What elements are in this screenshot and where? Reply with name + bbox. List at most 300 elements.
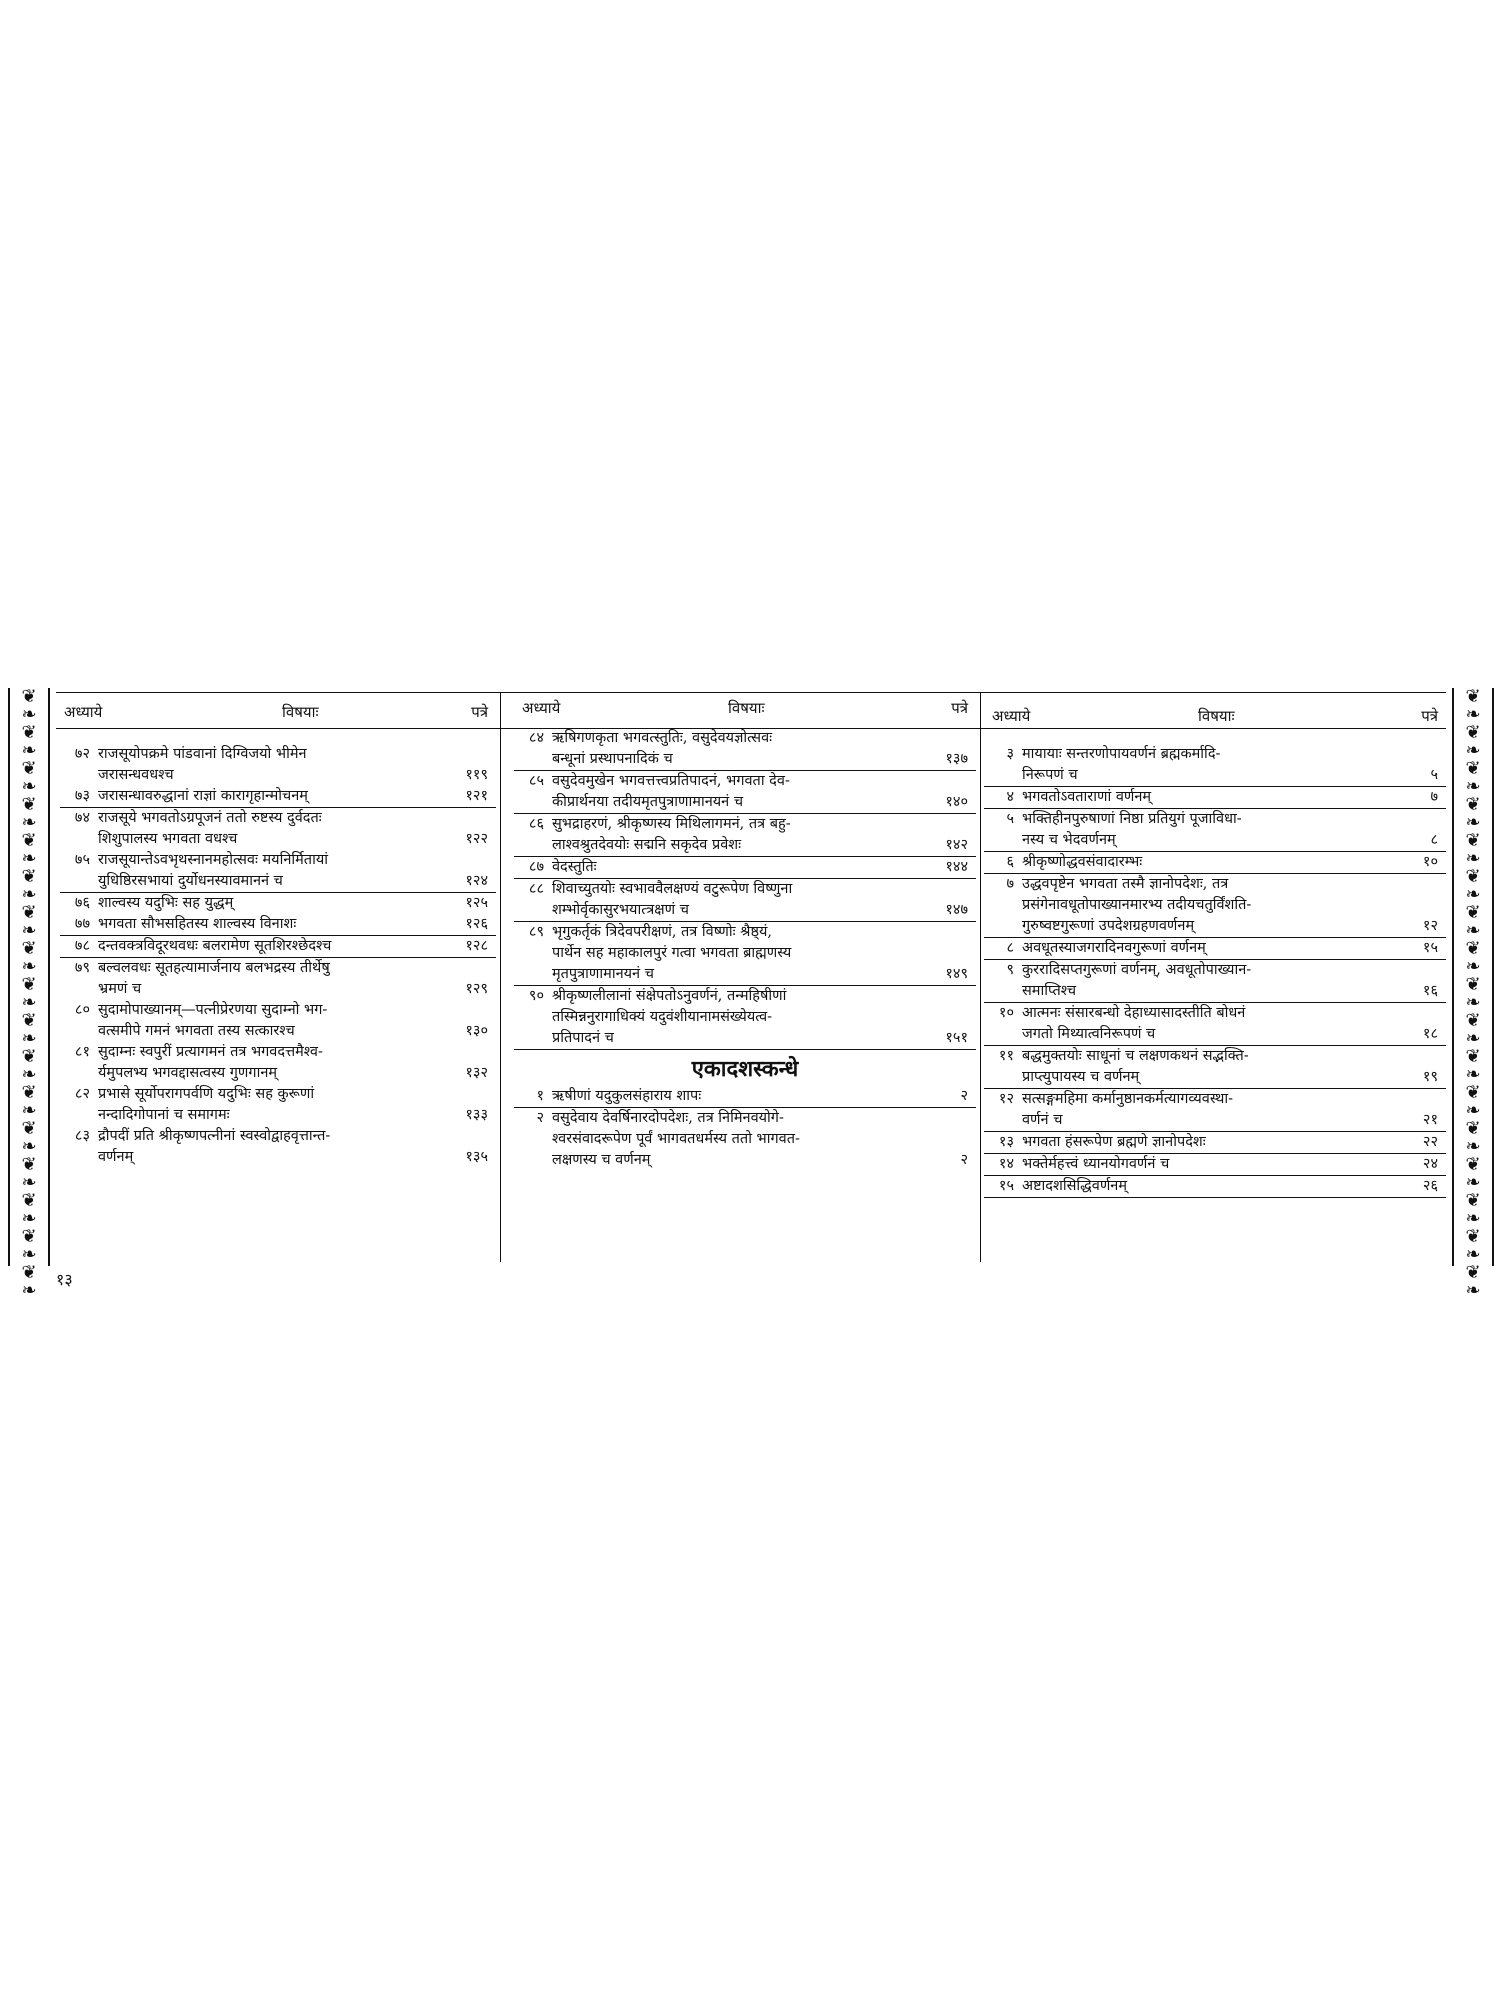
entry-text: वर्णनं च	[1022, 1112, 1063, 1128]
toc-entries	[984, 744, 1446, 1198]
entry-text: पार्थेन सह महाकालपुरं गत्वा भगवता ब्राह्मणस्य	[552, 945, 792, 961]
entry-line	[60, 936, 496, 957]
entry-line	[984, 1067, 1446, 1088]
entry-text: शिशुपालस्य भगवता वधश्च	[98, 831, 238, 847]
entry-text: जरासन्धावरुद्धानां राज्ञां कारागृहान्मोचनम्	[98, 788, 308, 804]
entry-text: अवधूतस्याजगरादिनवगुरूणां वर्णनम्	[1022, 940, 1206, 956]
entry-line	[514, 1129, 976, 1150]
toc-entry	[984, 787, 1446, 809]
entry-line	[514, 814, 976, 835]
vishaya-header: विषयाः	[728, 699, 765, 717]
page-ref: २१	[1422, 1112, 1438, 1128]
toc-entry	[60, 744, 496, 786]
ornament-glyph: ❧	[21, 740, 37, 761]
toc-entry	[514, 857, 976, 879]
entry-text: राजसूयोपक्रमे पांडवानां दिग्विजयो भीमेन	[98, 746, 307, 762]
page-ref: १४२	[945, 837, 968, 853]
toc-entry	[60, 808, 496, 850]
entry-text: समाप्तिश्च	[1022, 983, 1077, 999]
ornament-glyph: ❦	[1465, 686, 1481, 707]
ornament-glyph: ❧	[1465, 776, 1481, 797]
entry-line	[984, 830, 1446, 851]
ornament-glyph: ❦	[1465, 830, 1481, 851]
entry-line	[984, 809, 1446, 830]
entry-line	[60, 914, 496, 935]
entry-line	[514, 728, 976, 749]
toc-entry	[60, 1084, 496, 1126]
ornament-glyph: ❦	[1465, 1262, 1481, 1283]
page-ref: १४७	[945, 902, 968, 918]
page-ref: २	[960, 1152, 968, 1168]
column-header	[984, 694, 1446, 726]
entry-line	[60, 1000, 496, 1021]
toc-entry	[60, 958, 496, 1000]
page-ref: १५१	[945, 1030, 968, 1046]
entry-line	[60, 979, 496, 1000]
chapter-number: ७२	[74, 746, 90, 762]
entry-text: वसुदेवमुखेन भगवत्तत्त्वप्रतिपादनं, भगवता देव-	[552, 773, 790, 789]
entry-text: प्रसंगेनावधूतोपाख्यानमारभ्य तदीयचतुर्विंशति-	[1022, 897, 1252, 913]
entry-line	[514, 1108, 976, 1129]
entry-line	[984, 765, 1446, 786]
entry-line	[514, 879, 976, 900]
ornament-glyph: ❦	[21, 1118, 37, 1139]
page-ref: १४४	[945, 859, 968, 875]
entry-line	[514, 792, 976, 813]
chapter-number: ७७	[74, 916, 90, 932]
ornament-glyph: ❦	[21, 794, 37, 815]
ornament-glyph: ❧	[1465, 1172, 1481, 1193]
chapter-number: ८४	[528, 730, 544, 746]
ornament-glyph: ❧	[1465, 1100, 1481, 1121]
toc-entry	[984, 1132, 1446, 1154]
ornament-glyph: ❦	[1465, 1154, 1481, 1175]
entry-line	[984, 1046, 1446, 1067]
ornament-glyph: ❧	[21, 1208, 37, 1229]
ornament-glyph: ❦	[21, 722, 37, 743]
chapter-number: ७९	[74, 960, 90, 976]
vishaya-header: विषयाः	[1198, 707, 1235, 725]
entry-line	[984, 852, 1446, 873]
toc-entry	[60, 1042, 496, 1084]
entry-text: भक्तेर्महत्त्वं ध्यानयोगवर्णनं च	[1022, 1156, 1170, 1172]
entry-text: शिवाच्युतयोः स्वभाववैलक्षण्यं वटुरूपेण विष्णुना	[552, 881, 793, 897]
page-ref: ७	[1430, 789, 1438, 805]
chapter-number: १५	[998, 1178, 1014, 1194]
entry-text: भगवता हंसरूपेण ब्रह्मणे ज्ञानोपदेशः	[1022, 1134, 1206, 1150]
entry-text: श्वरसंवादरूपेण पूर्वं भागवतधर्मस्य ततो भागवत-	[552, 1131, 800, 1147]
entry-line	[514, 922, 976, 943]
entry-text: बल्वलवधः सूतहत्यामार्जनाय बलभद्रस्य तीर्थेषु	[98, 960, 330, 976]
ornament-glyph: ❧	[21, 776, 37, 797]
entry-text: बद्धमुक्तयोः साधूनां च लक्षणकथनं सद्भक्ति-	[1022, 1048, 1249, 1064]
page-ref: १३५	[465, 1149, 488, 1165]
adhyaya-header: अध्याये	[64, 703, 103, 721]
entry-line	[60, 1105, 496, 1126]
vishaya-header: विषयाः	[282, 703, 319, 721]
entry-text: राजसूये भगवतोऽग्रपूजनं ततो रुष्टस्य दुर्वदतः	[98, 810, 322, 826]
chapter-number: ७८	[74, 938, 90, 954]
ornament-glyph: ❧	[21, 848, 37, 869]
entry-text: वेदस्तुतिः	[552, 859, 597, 875]
entry-line	[514, 1007, 976, 1028]
ornament-glyph: ❦	[1465, 902, 1481, 923]
ornament-glyph: ❧	[1465, 992, 1481, 1013]
entry-line	[984, 1089, 1446, 1110]
toc-entry	[514, 986, 976, 1050]
toc-entry	[984, 874, 1446, 938]
entry-line	[514, 1028, 976, 1049]
entry-text: प्रभासे सूर्योपरागपर्वणि यदुभिः सह कुरूणां	[98, 1086, 315, 1102]
toc-entry	[514, 728, 976, 771]
ornament-glyph: ❦	[1465, 1082, 1481, 1103]
entry-text: र्यमुपलभ्य भगवद्दासत्वस्य गुणगानम्	[98, 1065, 278, 1081]
entry-line	[984, 895, 1446, 916]
ornament-glyph: ❦	[1465, 758, 1481, 779]
chapter-number: ८३	[74, 1128, 90, 1144]
chapter-number: ६	[1006, 854, 1014, 870]
toc-entry	[60, 893, 496, 914]
ornament-glyph: ❦	[1465, 722, 1481, 743]
entry-line	[984, 1024, 1446, 1045]
left-ornamental-border	[8, 686, 50, 1301]
page-ref: १४९	[945, 966, 968, 982]
page-ref: २	[960, 1088, 968, 1104]
entry-text: सत्सङ्गमहिमा कर्मानुष्ठानकर्मत्यागव्यवस्था-	[1022, 1091, 1234, 1107]
entry-text: श्रीकृष्णलीलानां संक्षेपतोऽनुवर्णनं, तन्महिषीणां	[552, 988, 787, 1004]
entry-text: युधिष्ठिरसभायां दुर्योधनस्यावमाननं च	[98, 873, 283, 889]
ornament-glyph: ❧	[21, 1136, 37, 1157]
entry-text: कुररादिसप्तगुरूणां वर्णनम्, अवधूतोपाख्यान-	[1022, 962, 1252, 978]
entry-text: ऋषीणां यदुकुलसंहाराय शापः	[552, 1088, 702, 1104]
entry-text: मृतपुत्राणामानयनं च	[552, 966, 654, 982]
entry-text: उद्धवपृष्टेन भगवता तस्मै ज्ञानोपदेशः, तत्र	[1022, 876, 1229, 892]
entry-text: लक्षणस्य च वर्णनम्	[552, 1152, 651, 1168]
ornament-glyph: ❧	[1465, 956, 1481, 977]
entry-line	[514, 1086, 976, 1107]
ornament-glyph: ❦	[1465, 938, 1481, 959]
patra-header: पत्रे	[471, 703, 488, 721]
entry-text: ऋषिगणकृता भगवत्स्तुतिः, वसुदेवयज्ञोत्सवः	[552, 730, 773, 746]
entry-text: भगवता सौभसहितस्य शाल्वस्य विनाशः	[98, 916, 297, 932]
entry-line	[514, 771, 976, 792]
ornament-glyph: ❧	[21, 956, 37, 977]
page-ref: १६	[1422, 983, 1438, 999]
toc-entry	[60, 936, 496, 958]
page-ref: १२	[1422, 918, 1438, 934]
entry-line	[60, 1147, 496, 1168]
entry-text: प्राप्त्युपायस्य च वर्णनम्	[1022, 1069, 1140, 1085]
chapter-number: ८६	[528, 816, 544, 832]
toc-entry	[984, 938, 1446, 960]
page-ref: ८	[1430, 832, 1438, 848]
ornament-glyph: ❦	[21, 830, 37, 851]
chapter-number: २	[536, 1110, 544, 1126]
page-ref: १२५	[465, 895, 488, 911]
entry-line	[514, 749, 976, 770]
entry-line	[514, 900, 976, 921]
entry-text: शाल्वस्य यदुभिः सह युद्धम्	[98, 895, 234, 911]
toc-entry	[514, 1108, 976, 1171]
ornament-glyph: ❦	[1465, 974, 1481, 995]
page-ref: १५	[1422, 940, 1438, 956]
entry-line	[60, 829, 496, 850]
ornament-glyph: ❧	[1465, 920, 1481, 941]
ornament-glyph: ❦	[1465, 1010, 1481, 1031]
chapter-number: १३	[998, 1134, 1014, 1150]
chapter-number: ४	[1006, 789, 1014, 805]
toc-entry	[514, 814, 976, 857]
ornament-glyph: ❦	[1465, 1118, 1481, 1139]
entry-line	[514, 835, 976, 856]
page-ref: १२९	[465, 981, 488, 997]
chapter-number: ८५	[528, 773, 544, 789]
ornament-glyph: ❦	[21, 1010, 37, 1031]
entry-line	[60, 850, 496, 871]
column-divider-1	[500, 692, 501, 1262]
chapter-number: ८१	[74, 1044, 90, 1060]
chapter-number: ७३	[74, 788, 90, 804]
patra-header: पत्रे	[1421, 707, 1438, 725]
chapter-number: ७	[1006, 876, 1014, 892]
ornament-glyph: ❧	[21, 1280, 37, 1301]
entry-text: भ्रमणं च	[98, 981, 142, 997]
ornament-glyph: ❦	[21, 1226, 37, 1247]
chapter-number: ७६	[74, 895, 90, 911]
entry-line	[984, 874, 1446, 895]
toc-entry	[514, 879, 976, 922]
ornament-glyph: ❧	[21, 1100, 37, 1121]
page-ref: ११९	[465, 767, 488, 783]
entry-text: प्रतिपादनं च	[552, 1030, 614, 1046]
ornament-glyph: ❦	[1465, 1226, 1481, 1247]
entry-text: दन्तवक्त्रविदूरथवधः बलरामेण सूतशिरश्छेदश्च	[98, 938, 332, 954]
toc-entry	[984, 960, 1446, 1003]
ornament-glyph: ❧	[21, 812, 37, 833]
entry-line	[60, 1063, 496, 1084]
entry-line	[60, 744, 496, 765]
page-ref: १९	[1422, 1069, 1438, 1085]
entry-line	[514, 1150, 976, 1171]
page-ref: ५	[1430, 767, 1438, 783]
chapter-number: ७५	[74, 852, 90, 868]
ornament-glyph: ❧	[1465, 1028, 1481, 1049]
toc-entry	[514, 922, 976, 986]
ornament-glyph: ❧	[21, 1064, 37, 1085]
entry-text: वर्णनम्	[98, 1149, 134, 1165]
entry-line	[984, 938, 1446, 959]
entry-text: तस्मिन्ननुरागाधिक्यं यदुवंशीयानामसंख्येयत्व-	[552, 1009, 773, 1025]
page-ref: १३२	[465, 1065, 488, 1081]
ornament-glyph: ❦	[21, 866, 37, 887]
entry-text: आत्मनः संसारबन्धो देहाध्यासादस्तीति बोधनं	[1022, 1005, 1246, 1021]
toc-entry	[984, 852, 1446, 874]
entry-line	[514, 857, 976, 878]
chapter-number: १	[536, 1088, 544, 1104]
entry-line	[60, 786, 496, 807]
page-number: १३	[56, 1270, 73, 1289]
entry-line	[60, 871, 496, 892]
page-ref: १२८	[465, 938, 488, 954]
page-ref: २४	[1422, 1156, 1438, 1172]
chapter-number: ८	[1006, 940, 1014, 956]
toc-entry	[984, 809, 1446, 852]
ornament-glyph: ❧	[1465, 704, 1481, 725]
entry-text: भगवतोऽवताराणां वर्णनम्	[1022, 789, 1152, 805]
entry-line	[60, 765, 496, 786]
page-ref: १०	[1422, 854, 1438, 870]
page-ref: १२४	[465, 873, 488, 889]
entry-line	[984, 981, 1446, 1002]
ornament-glyph: ❧	[21, 1244, 37, 1265]
toc-entry	[984, 1003, 1446, 1046]
toc-entry	[60, 786, 496, 808]
adhyaya-header: अध्याये	[522, 699, 561, 717]
page-ref: २६	[1422, 1178, 1438, 1194]
entry-text: भृगुकर्तृकं त्रिदेवपरीक्षणं, तत्र विष्णोः श्रैष्ठ्यं,	[552, 924, 773, 940]
entry-line	[60, 1021, 496, 1042]
ornament-glyph: ❧	[1465, 884, 1481, 905]
ornament-glyph: ❦	[1465, 1046, 1481, 1067]
entry-text: श्रीकृष्णोद्धवसंवादारम्भः	[1022, 854, 1143, 870]
entry-text: सुदामोपाख्यानम्—पत्नीप्रेरणया सुदाम्नो भग-	[98, 1002, 328, 1018]
toc-entry	[514, 771, 976, 814]
ornament-glyph: ❧	[1465, 1064, 1481, 1085]
page-ref: १४०	[945, 794, 968, 810]
entry-text: गुरुष्वष्टगुरूणां उपदेशग्रहणवर्णनम्	[1022, 918, 1195, 934]
entry-line	[984, 1154, 1446, 1175]
section-title: एकादशस्कन्धे	[691, 1056, 799, 1082]
ornament-glyph: ❦	[21, 1046, 37, 1067]
entry-text: द्रौपदीं प्रति श्रीकृष्णपत्नीनां स्वस्वोद्वाहवृत्तान्त-	[98, 1128, 331, 1144]
entry-text: नन्दादिगोपानां च समागमः	[98, 1107, 230, 1123]
chapter-number: ८०	[74, 1002, 90, 1018]
entry-text: कीप्रार्थनया तदीयमृतपुत्राणामानयनं च	[552, 794, 744, 810]
toc-entry	[984, 1046, 1446, 1089]
adhyaya-header: अध्याये	[992, 707, 1031, 725]
entry-text: वत्समीपे गमनं भगवता तस्य सत्कारश्च	[98, 1023, 295, 1039]
ornament-glyph: ❦	[21, 902, 37, 923]
page-ref: १३७	[945, 751, 968, 767]
toc-entry	[60, 850, 496, 893]
entry-line	[60, 958, 496, 979]
page-ref: २२	[1422, 1134, 1438, 1150]
ornament-glyph: ❦	[21, 974, 37, 995]
page-ref: १३०	[465, 1023, 488, 1039]
toc-entry	[60, 914, 496, 936]
ornament-glyph: ❦	[1465, 866, 1481, 887]
entry-line	[984, 744, 1446, 765]
page-ref: १२१	[465, 788, 488, 804]
entry-line	[60, 1084, 496, 1105]
column-divider-2	[980, 692, 981, 1262]
chapter-number: १४	[998, 1156, 1014, 1172]
ornament-glyph: ❧	[21, 1028, 37, 1049]
patra-header: पत्रे	[951, 699, 968, 717]
entry-line	[514, 964, 976, 985]
entry-line	[984, 1132, 1446, 1153]
toc-entry	[60, 1126, 496, 1168]
entry-line	[60, 808, 496, 829]
entry-text: सुदाम्नः स्वपुरीं प्रत्यागमनं तत्र भगवदत्तमैश्व-	[98, 1044, 323, 1060]
entry-line	[514, 943, 976, 964]
entry-text: नस्य च भेदवर्णनम्	[1022, 832, 1116, 848]
toc-entries	[60, 744, 496, 1168]
entry-line	[984, 1110, 1446, 1131]
entry-text: मायायाः सन्तरणोपायवर्णनं ब्रह्मकर्मादि-	[1022, 746, 1221, 762]
entry-text: शम्भोर्वृकासुरभयात्त्रक्षणं च	[552, 902, 689, 918]
toc-entry	[984, 744, 1446, 787]
ornament-right	[1454, 686, 1492, 1301]
chapter-number: ८८	[528, 881, 544, 897]
ornament-glyph: ❧	[1465, 1136, 1481, 1157]
ornament-glyph: ❧	[21, 704, 37, 725]
entry-text: जरासन्धवधश्च	[98, 767, 174, 783]
entry-text: वसुदेवाय देवर्षिनारदोपदेशः, तत्र निमिनवयोगे-	[552, 1110, 784, 1126]
entry-text: राजसूयान्तेऽवभृथस्नानमहोत्सवः मयनिर्मितायां	[98, 852, 328, 868]
toc-entry	[514, 1086, 976, 1108]
ornament-left	[10, 686, 48, 1301]
table-top-rule	[56, 692, 1446, 693]
entry-text: लाश्वश्रुतदेवयोः सद्मनि सकृदेव प्रवेशः	[552, 837, 742, 853]
entry-text: बन्धूनां प्रस्थापनादिकं च	[552, 751, 673, 767]
ornament-glyph: ❦	[21, 686, 37, 707]
ornament-glyph: ❧	[1465, 1244, 1481, 1265]
ornament-glyph: ❧	[21, 920, 37, 941]
column-header	[60, 694, 496, 726]
entry-line	[60, 1126, 496, 1147]
page-ref: १२२	[465, 831, 488, 847]
chapter-number: ८२	[74, 1086, 90, 1102]
chapter-number: १०	[998, 1005, 1014, 1021]
ornament-glyph: ❦	[21, 1154, 37, 1175]
entry-line	[60, 1042, 496, 1063]
entry-line	[984, 787, 1446, 808]
chapter-number: ८९	[528, 924, 544, 940]
chapter-number: ११	[998, 1048, 1014, 1064]
chapter-number: ५	[1006, 811, 1014, 827]
entry-text: अष्टादशसिद्धिवर्णनम्	[1022, 1178, 1128, 1194]
chapter-number: १२	[998, 1091, 1014, 1107]
chapter-number: ९०	[528, 988, 544, 1004]
page-ref: १८	[1422, 1026, 1438, 1042]
entry-line	[984, 1003, 1446, 1024]
entry-line	[514, 986, 976, 1007]
toc-entry	[984, 1154, 1446, 1176]
chapter-number: ९	[1006, 962, 1014, 978]
entry-text: जगतो मिथ्यात्वनिरूपणं च	[1022, 1026, 1156, 1042]
ornament-glyph: ❦	[21, 938, 37, 959]
toc-entries	[514, 728, 976, 1171]
entry-line	[60, 893, 496, 914]
ornament-glyph: ❧	[1465, 812, 1481, 833]
entry-line	[984, 916, 1446, 937]
entry-text: सुभद्राहरणं, श्रीकृष्णस्य मिथिलागमनं, तत्र बहु-	[552, 816, 791, 832]
chapter-number: ७४	[74, 810, 90, 826]
entry-text: निरूपणं च	[1022, 767, 1078, 783]
ornament-glyph: ❧	[21, 884, 37, 905]
ornament-glyph: ❦	[21, 1190, 37, 1211]
entry-line	[984, 1176, 1446, 1197]
entry-line	[984, 960, 1446, 981]
ornament-glyph: ❧	[1465, 1208, 1481, 1229]
ornament-glyph: ❦	[1465, 794, 1481, 815]
ornament-glyph: ❦	[1465, 1190, 1481, 1211]
ornament-glyph: ❦	[21, 758, 37, 779]
ornament-glyph: ❦	[21, 1262, 37, 1283]
ornament-glyph: ❧	[1465, 740, 1481, 761]
toc-entry	[984, 1176, 1446, 1198]
